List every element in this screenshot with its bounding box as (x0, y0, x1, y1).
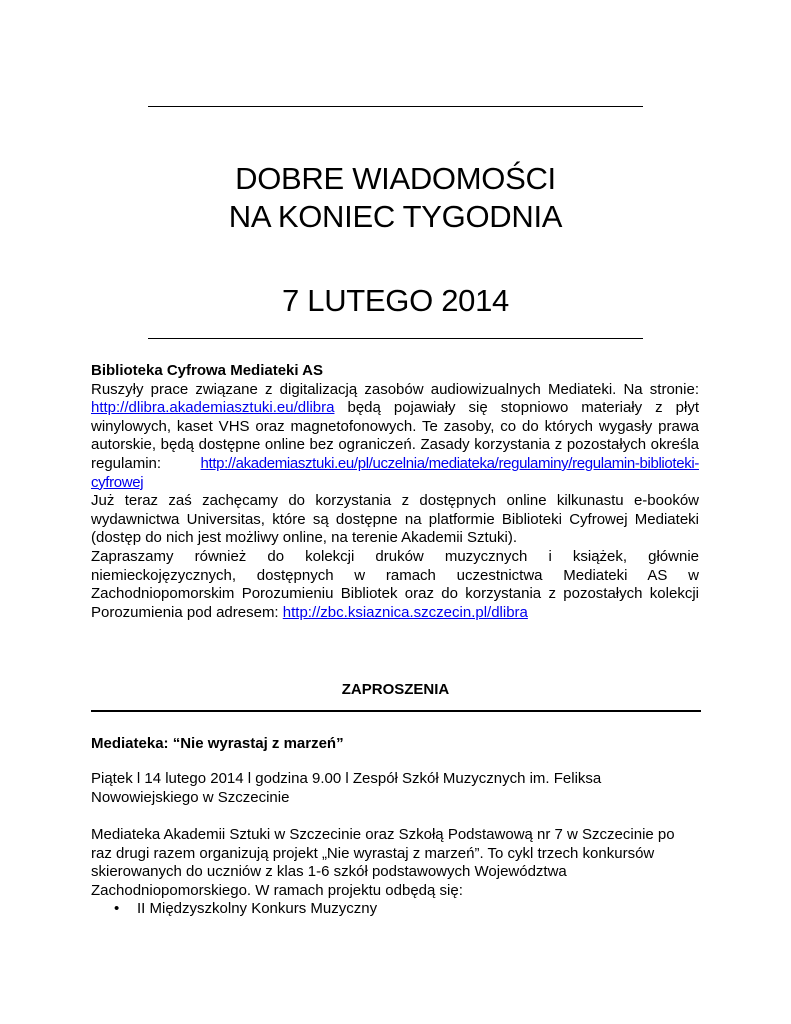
section-heading: Biblioteka Cyfrowa Mediateki AS (91, 362, 324, 379)
invitations-divider (91, 710, 701, 712)
newsletter-date: 7 LUTEGO 2014 (282, 283, 509, 318)
paragraph-text: Zapraszamy również do kolekcji druków muzycznych i książek, głównie niemieckojęzycznych, dostępnych w ramach uczestnictwa Mediateki AS w Zachodniopomorskim Porozumieniu Bibliotek oraz do korzystania z pozostałych kolekcji Porozumienia pod adresem: (91, 547, 699, 621)
newsletter-title-line1: DOBRE WIADOMOŚCI (235, 161, 556, 196)
bullet-icon: • (114, 900, 120, 918)
invitations-title: ZAPROSZENIA (341, 681, 450, 698)
list-item (91, 900, 699, 919)
dlibra-link[interactable]: http://dlibra.akademiasztuki.eu/dlibra (91, 399, 335, 417)
paragraph-digitization (91, 381, 699, 493)
paragraph-text: będą pojawiały się stopniowo materiały z płyt winylowych, kaset VHS oraz magnetofonowych. Te zasoby, co do których wygasły prawa autorskie, będą dostępne online bez ograniczeń. Zasady korzystania z pozostałych określa regulamin: (91, 399, 699, 472)
event-description-text: Mediateka Akademii Sztuki w Szczecinie oraz Szkołą Podstawową nr 7 w Szczecinie po raz drugi razem organizują projekt „Nie wyrastaj z marzeń”. To cykl trzech konkursów skierowanych do uczniów z klas 1-6 szkół podstawowych Województwa Zachodniopomorskiego. W ramach projektu odbędą się: (91, 826, 675, 899)
newsletter-title-line2: NA KONIEC TYGODNIA (228, 199, 563, 234)
list-item-text: II Międzyszkolny Konkurs Muzyczny (137, 900, 378, 918)
regulations-link[interactable]: http://akademiasztuki.eu/pl/uczelnia/mediateka/regulaminy/regulamin-biblioteki-cyfrowej (91, 454, 699, 491)
event-description (91, 826, 699, 919)
paragraph-ebooks: Już teraz zaś zachęcamy do korzystania z dostępnych online kilkunastu e-booków wydawnictwa Universitas, które są dostępne na platformie Biblioteki Cyfrowej Mediateki (dostęp do nich jest możliwy online, na terenie Akademii Sztuki). (91, 492, 699, 547)
top-divider (148, 106, 643, 107)
event-details: Piątek l 14 lutego 2014 l godzina 9.00 l Zespół Szkół Muzycznych im. Feliksa Nowowiejskiego w Szczecinie (91, 770, 602, 806)
event-info (91, 770, 699, 807)
paragraph-collections (91, 548, 699, 622)
event-heading: Mediateka: “Nie wyrastaj z marzeń” (91, 735, 344, 752)
paragraph-text: Ruszyły prace związane z digitalizacją zasobów audiowizualnych Mediateki. Na stronie: (91, 380, 699, 398)
header-divider (148, 338, 643, 339)
section-digital-library (91, 362, 699, 622)
event-title (91, 735, 699, 754)
zbc-link[interactable]: http://zbc.ksiaznica.szczecin.pl/dlibra (282, 603, 528, 621)
